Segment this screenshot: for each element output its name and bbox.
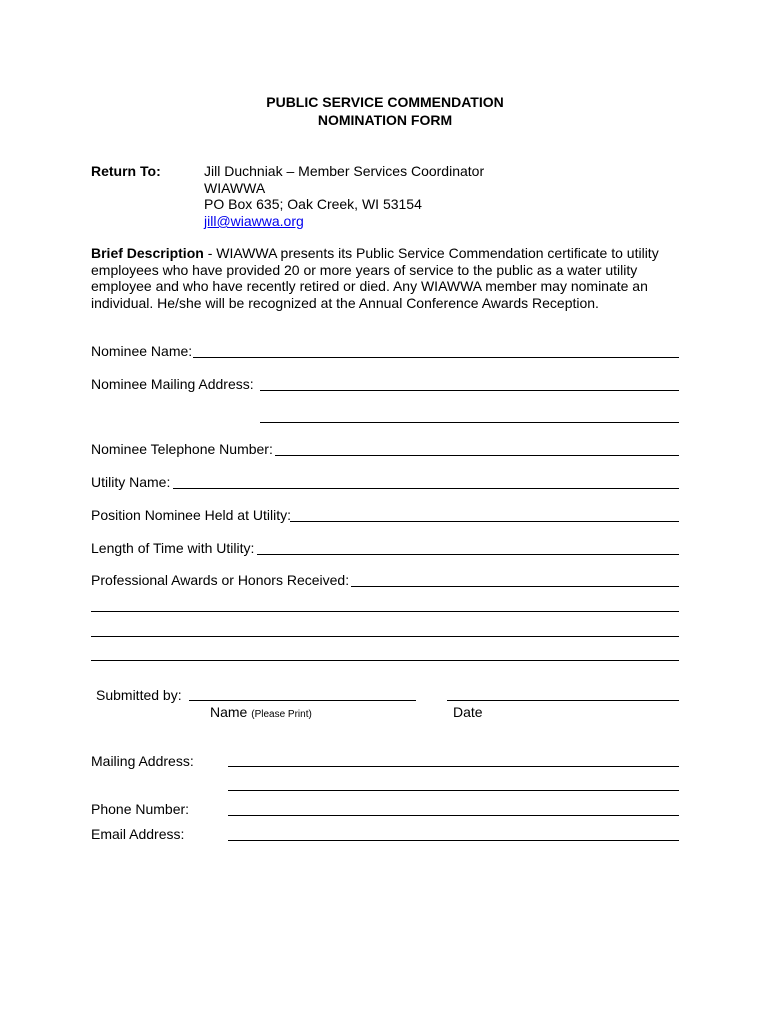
date-caption: Date bbox=[453, 704, 483, 720]
description-line-2: employees who have provided 20 or more years of service to the public as a water utility bbox=[91, 262, 638, 278]
submitter-phone-line[interactable] bbox=[228, 815, 679, 816]
submitter-mailing-address-line-2[interactable] bbox=[228, 790, 679, 791]
submitter-phone-label: Phone Number: bbox=[91, 801, 190, 817]
awards-line-4[interactable] bbox=[91, 660, 679, 661]
description-line-4: individual. He/she will be recognized at the Annual Conference Awards Reception. bbox=[91, 295, 599, 311]
length-of-time-label: Length of Time with Utility: bbox=[91, 540, 255, 556]
description-line-1 bbox=[91, 245, 691, 261]
awards-line-3[interactable] bbox=[91, 636, 679, 637]
awards-line-1[interactable] bbox=[351, 586, 679, 587]
nominee-name-label: Nominee Name: bbox=[91, 343, 193, 359]
submitter-mailing-address-line-1[interactable] bbox=[228, 766, 679, 767]
return-to-name: Jill Duchniak – Member Services Coordinator bbox=[204, 163, 485, 179]
submitter-mailing-address-label: Mailing Address: bbox=[91, 753, 194, 769]
form-title-line-2: NOMINATION FORM bbox=[317, 112, 453, 128]
awards-line-2[interactable] bbox=[91, 611, 679, 612]
submitted-by-label: Submitted by: bbox=[96, 687, 182, 703]
utility-name-line[interactable] bbox=[173, 488, 679, 489]
submitter-email-label: Email Address: bbox=[91, 826, 185, 842]
submitter-email-line[interactable] bbox=[228, 840, 679, 841]
return-to-label: Return To: bbox=[91, 163, 161, 179]
submitted-by-date-line[interactable] bbox=[447, 700, 679, 701]
description-text-1: - WIAWWA presents its Public Service Commendation certificate to utility bbox=[203, 245, 659, 261]
nominee-mailing-address-line-1[interactable] bbox=[260, 390, 679, 391]
length-of-time-line[interactable] bbox=[257, 554, 679, 555]
name-hint: (Please Print) bbox=[251, 709, 312, 720]
return-to-email-link[interactable]: jill@wiawwa.org bbox=[204, 213, 304, 229]
name-caption bbox=[210, 704, 312, 723]
awards-label: Professional Awards or Honors Received: bbox=[91, 572, 350, 588]
nominee-name-line[interactable] bbox=[193, 357, 679, 358]
utility-name-label: Utility Name: bbox=[91, 474, 171, 490]
nominee-mailing-address-line-2[interactable] bbox=[260, 422, 679, 423]
nominee-telephone-label: Nominee Telephone Number: bbox=[91, 441, 273, 457]
nominee-telephone-line[interactable] bbox=[275, 455, 679, 456]
description-line-3: employee and who have recently retired or died. Any WIAWWA member may nominate an bbox=[91, 278, 648, 294]
description-label: Brief Description bbox=[91, 245, 204, 261]
name-caption-text: Name bbox=[210, 704, 248, 720]
return-to-address: PO Box 635; Oak Creek, WI 53154 bbox=[204, 196, 422, 212]
position-label: Position Nominee Held at Utility: bbox=[91, 507, 291, 523]
nominee-mailing-address-label: Nominee Mailing Address: bbox=[91, 376, 254, 392]
form-title-line-1: PUBLIC SERVICE COMMENDATION bbox=[266, 94, 504, 110]
return-to-org: WIAWWA bbox=[204, 180, 266, 196]
position-line[interactable] bbox=[290, 521, 679, 522]
submitted-by-name-line[interactable] bbox=[189, 700, 416, 701]
